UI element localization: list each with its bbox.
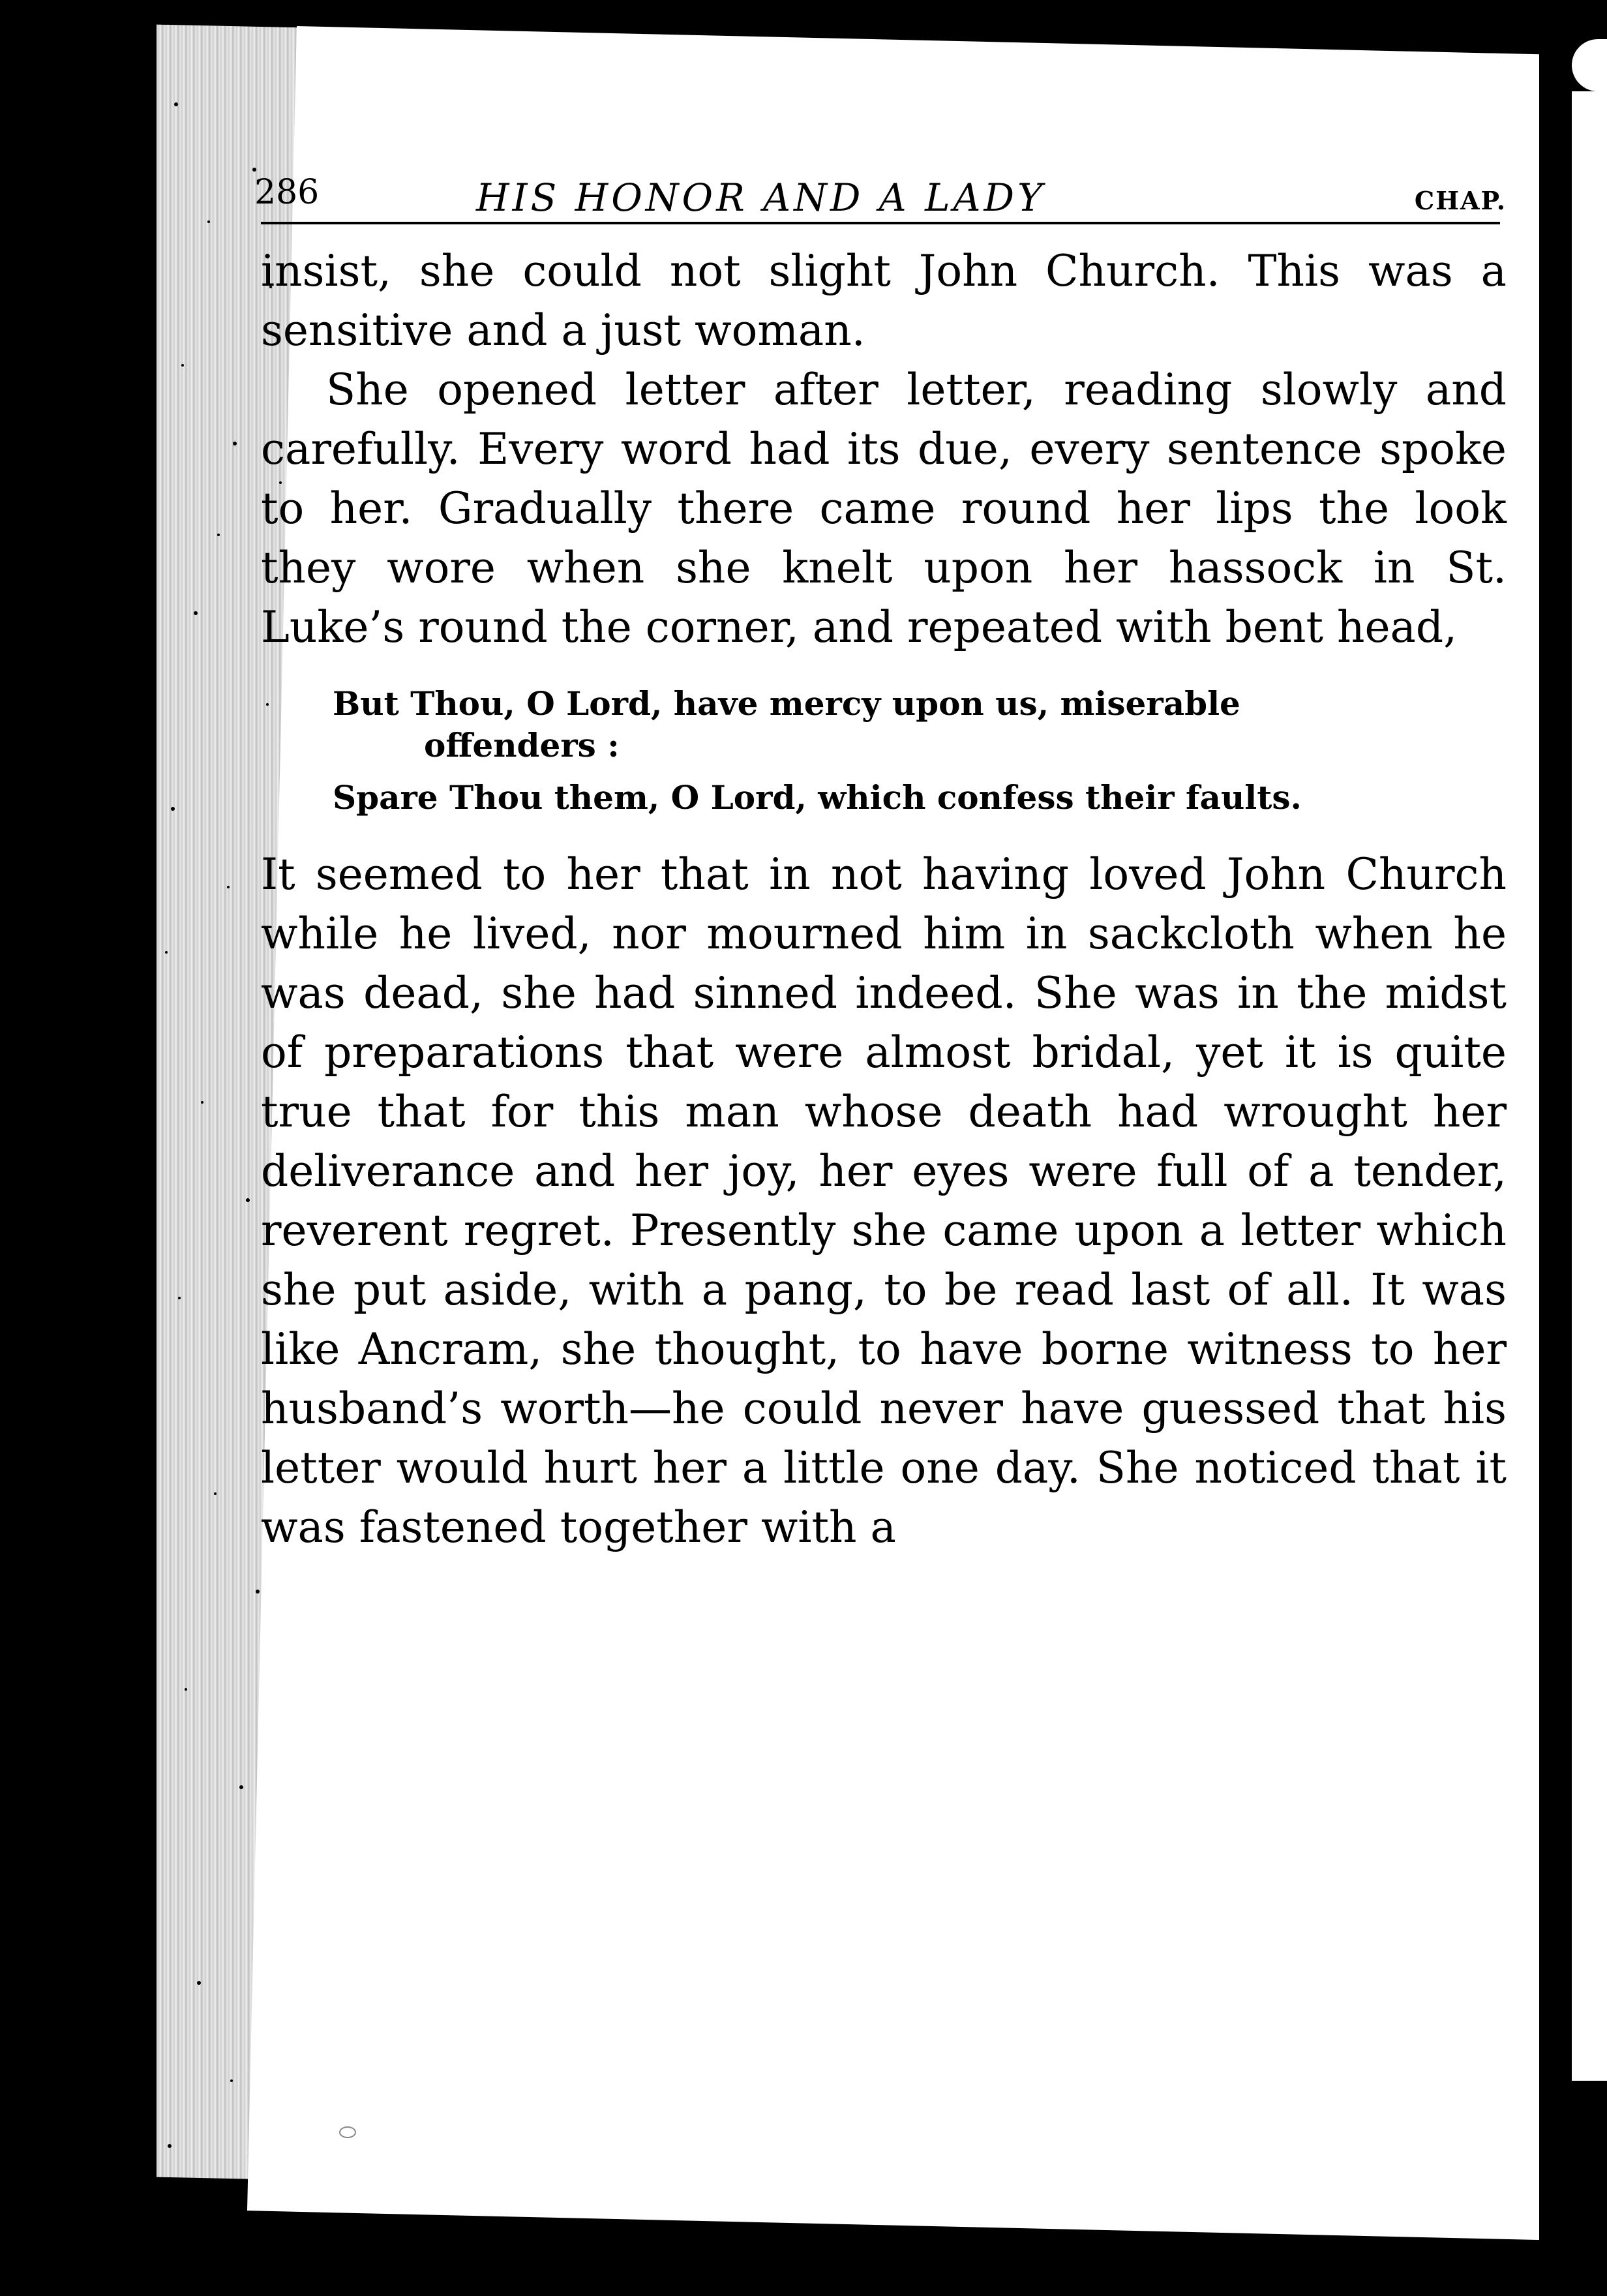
prayer-quote xyxy=(333,683,1507,819)
body-text xyxy=(261,241,1507,1557)
running-header xyxy=(254,147,1507,220)
running-title: HIS HONOR AND A LADY xyxy=(476,175,1046,220)
quote-line-2: Spare Thou them, O Lord, which confess their faults. xyxy=(333,778,1302,817)
page-number: 286 xyxy=(254,173,320,212)
paragraph-1: insist, she could not slight John Church. This was a sensitive and a just woman. xyxy=(261,246,1507,355)
quote-line-1-continued: offenders : xyxy=(424,726,620,764)
paragraph-3: It seemed to her that in not having loved John Church while he lived, nor mourned him in sackcloth when he was dead, she had sinned indeed. She was in the midst of preparations that were almost bridal, yet it is quite true that for this man whose death had wrought her deliverance and her joy, her eyes were full of a tender, reverent regret. Presently she came upon a letter which she put aside, with a pang, to be read last of all. It was like Ancram, she thought, to have borne witness to her husband’s worth—he could never have guessed that his letter would hurt her a little one day. She noticed that it was fastened together with a xyxy=(261,849,1507,1552)
header-rule xyxy=(261,222,1500,224)
chapter-label: CHAP. xyxy=(1414,186,1507,215)
next-page-sliver xyxy=(1572,91,1607,2081)
quote-line-1: But Thou, O Lord, have mercy upon us, miserable xyxy=(333,684,1240,723)
ink-mark xyxy=(339,2126,356,2138)
paragraph-2: She opened letter after letter, reading slowly and carefully. Every word had its due, every sentence spoke to her. Gradually there came round her lips the look they wore when she knelt upon her hassock in St. Luke’s round the corner, and repeated with bent head, xyxy=(261,365,1507,652)
